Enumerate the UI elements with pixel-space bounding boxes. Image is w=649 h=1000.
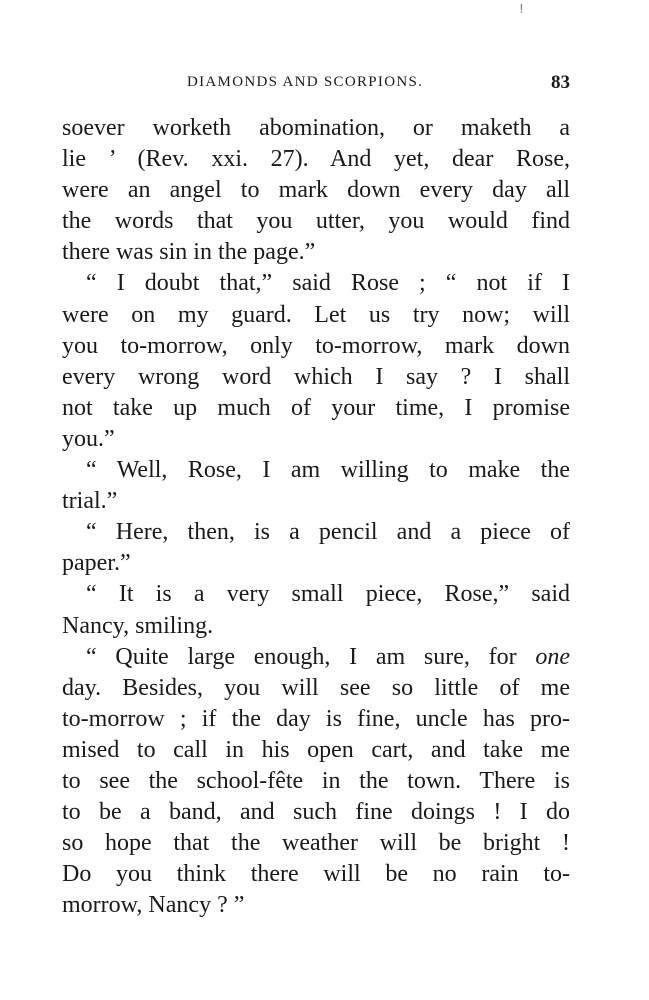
text-line: “ Here, then, is a pencil and a piece of xyxy=(86,519,570,546)
text-line: Do you think there will be no rain to- xyxy=(62,861,570,888)
text-line: to see the school-fête in the town. There is xyxy=(62,767,570,794)
text-line: morrow, Nancy ? ” xyxy=(62,892,245,919)
text-line: not take up much of your time, I promise xyxy=(62,394,570,421)
text-run: “ Quite large enough, I am sure, for xyxy=(86,643,536,670)
running-title: DIAMONDS AND SCORPIONS. xyxy=(187,74,424,90)
text-line: “ It is a very small piece, Rose,” said xyxy=(86,581,570,608)
emphasis-run: one xyxy=(535,643,570,670)
body-text xyxy=(62,113,570,921)
text-line: paper.” xyxy=(62,550,131,577)
text-line: to be a band, and such fine doings ! I do xyxy=(62,799,570,826)
text-line xyxy=(62,642,570,673)
page-number: 83 xyxy=(551,72,570,93)
corner-mark: ! xyxy=(519,2,524,16)
text-line: were on my guard. Let us try now; will xyxy=(62,301,570,328)
text-line: to-morrow ; if the day is fine, uncle has pro- xyxy=(62,705,570,732)
text-line: Nancy, smiling. xyxy=(62,612,214,639)
text-line: soever worketh abomination, or maketh a xyxy=(62,115,570,141)
text-line: “ Well, Rose, I am willing to make the xyxy=(86,457,570,484)
text-line: you to-morrow, only to-morrow, mark down xyxy=(62,332,570,359)
running-head xyxy=(62,74,570,98)
text-line: “ I doubt that,” said Rose ; “ not if I xyxy=(86,270,570,297)
text-line: the words that you utter, you would find xyxy=(62,208,570,235)
text-line: lie ’ (Rev. xxi. 27). And yet, dear Rose, xyxy=(62,146,570,173)
text-line: day. Besides, you will see so little of me xyxy=(62,674,570,701)
text-line: every wrong word which I say ? I shall xyxy=(62,363,570,390)
text-line: were an angel to mark down every day all xyxy=(62,177,570,204)
text-line: trial.” xyxy=(62,488,118,515)
text-line: you.” xyxy=(62,425,115,452)
text-line: there was sin in the page.” xyxy=(62,239,316,266)
text-line: mised to call in his open cart, and take me xyxy=(62,736,570,763)
text-line: so hope that the weather will be bright ! xyxy=(62,830,570,857)
